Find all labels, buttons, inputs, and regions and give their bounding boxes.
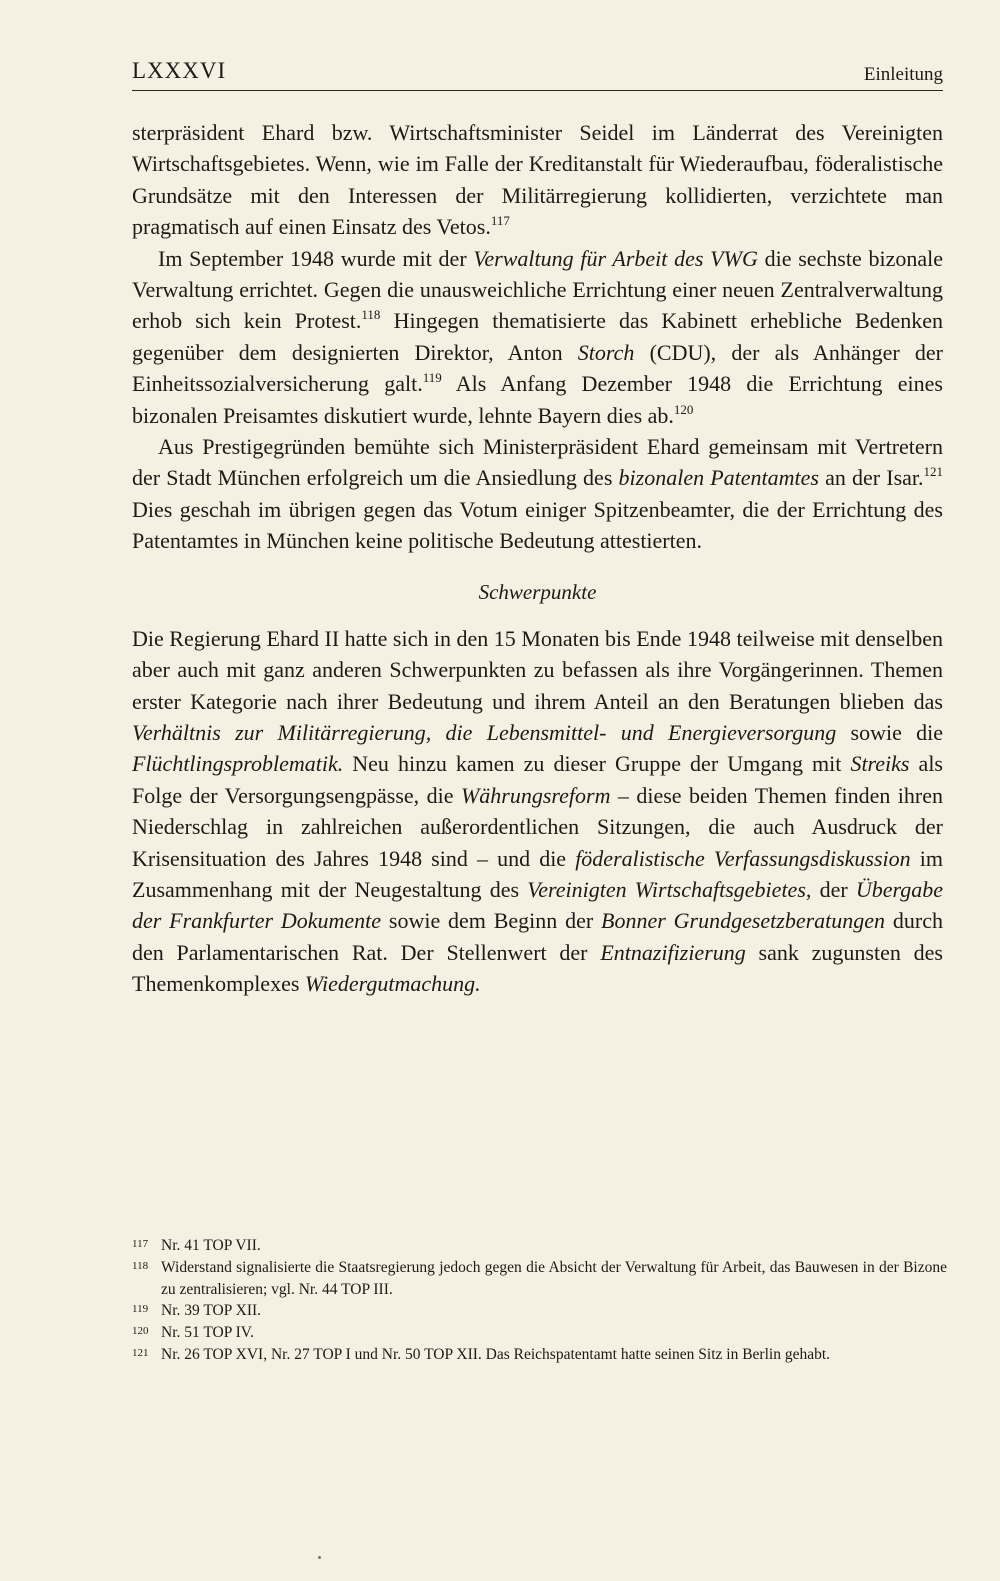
text-run: Hingegen thematisierte das Kabinett erhebliche Bedenken gegenüber dem designierten Direktor, Anton [132, 308, 943, 365]
footnote [132, 1344, 947, 1366]
emphasized-term: Übergabe der Frankfurter Dokumente [132, 876, 944, 934]
running-header [132, 52, 943, 91]
emphasized-term: Vereinigten Wirtschaftsgebietes, [527, 876, 812, 902]
text-run: Dies geschah im übrigen gegen das Votum einiger Spitzenbeamter, die der Errichtung des Patentamtes in München keine politische Bedeutung attestierten. [132, 496, 943, 554]
text-run: als Folge der Versorgungsengpässe, die [132, 751, 943, 808]
emphasized-term: Verhältnis zur Militärregierung, die Lebensmittel- und Energieversorgung [132, 719, 837, 745]
text-run: der [811, 876, 856, 902]
text-run: sowie dem Beginn der [381, 908, 602, 934]
paragraph [132, 431, 943, 557]
paragraph [132, 243, 943, 431]
section-heading: Schwerpunkte [478, 579, 597, 604]
section-title: Einleitung [863, 64, 943, 85]
text-run: sterpräsident Ehard bzw. Wirtschaftsminister Seidel im Länderrat des Vereinigten Wirtschaftsgebietes. Wenn, wie im Falle der Kreditanstalt für Wiederaufbau, föderalistische Grundsätze mit den Interessen der Militärregierung kollidierten, verzichtete man pragmatisch auf einen Einsatz des Vetos. [132, 120, 943, 240]
footnote-number: 119 [132, 1303, 149, 1316]
text-run: – diese beiden Themen finden ihren Niederschlag in zahlreichen außerordentlichen Sitzungen, die auch Ausdruck der Krisensituation des Jahres 1948 sind – und die [132, 782, 943, 871]
footnote-ref: 118 [361, 307, 381, 323]
emphasized-term: Bonner Grundgesetzberatungen [601, 908, 886, 934]
paragraph [132, 117, 943, 243]
footnote-ref: 120 [673, 401, 694, 417]
text-run: sowie die [836, 719, 944, 745]
emphasized-term: Storch [577, 339, 635, 365]
text-run: Neu hinzu kamen zu dieser Gruppe der Umgang mit [343, 751, 851, 777]
text-run: durch den Parlamentarischen Rat. Der Stellenwert der [132, 908, 943, 965]
emphasized-term: Entnazifizierung [600, 939, 746, 965]
footnote [132, 1235, 947, 1257]
footnote-ref: 121 [923, 464, 944, 480]
emphasized-term: Flüchtlingsproblematik. [132, 751, 344, 777]
emphasized-term: föderalistische Verfassungsdiskussion [575, 845, 911, 871]
footnote-text: Nr. 39 TOP XII. [161, 1302, 262, 1320]
emphasized-term: bizonalen Patentamtes [618, 465, 819, 491]
footnote [132, 1300, 947, 1322]
footnote [132, 1322, 947, 1344]
text-run: die sechste bizonale Verwaltung errichtet. Gegen die unausweichliche Errichtung einer neuen Zentralverwaltung erhob sich kein Protest. [132, 245, 943, 334]
text-run: sank zugunsten des Themenkomplexes [132, 939, 943, 997]
footnote-number: 121 [132, 1346, 149, 1359]
emphasized-term: Wiedergutmachung. [304, 971, 481, 997]
footnote-text: Widerstand signalisierte die Staatsregierung jedoch gegen die Absicht der Verwaltung für Arbeit, das Bauwesen in der Bizone zu zentralisieren; vgl. Nr. 44 TOP III. [161, 1258, 947, 1298]
paragraph [132, 623, 943, 1000]
footnote-text: Nr. 26 TOP XVI, Nr. 27 TOP I und Nr. 50 TOP XII. Das Reichspatentamt hatte seinen Sitz in Berlin gehabt. [161, 1345, 831, 1363]
emphasized-term: Streiks [850, 751, 910, 777]
text-run: (CDU), der als Anhänger der Einheitssozialversicherung galt. [132, 339, 943, 397]
footnote [132, 1257, 947, 1301]
text-run: Aus Prestigegründen bemühte sich Ministerpräsident Ehard gemeinsam mit Vertretern der Stadt München erfolgreich um die Ansiedlung des [132, 434, 943, 491]
footnote-number: 120 [132, 1325, 149, 1338]
paper-speck [318, 1556, 321, 1559]
footnote-text: Nr. 41 TOP VII. [161, 1237, 261, 1254]
emphasized-term: Verwaltung für Arbeit des VWG [473, 245, 758, 271]
emphasized-term: Währungsreform [460, 782, 611, 808]
footnotes [132, 1235, 947, 1366]
page-number: LXXXVI [132, 58, 227, 83]
text-run: an der Isar. [818, 465, 924, 491]
text-run: Die Regierung Ehard II hatte sich in den 15 Monaten bis Ende 1948 teilweise mit denselben aber auch mit ganz anderen Schwerpunkten zu befassen als ihre Vorgängerinnen. Themen erster Kategorie nach ihrer Bedeutung und ihrem Anteil an den Beratungen blieben das [132, 625, 943, 714]
footnote-text: Nr. 51 TOP IV. [161, 1324, 254, 1342]
text-run: Im September 1948 wurde mit der [158, 245, 474, 271]
body-text [132, 117, 943, 1000]
text-run: Als Anfang Dezember 1948 die Errichtung eines bizonalen Preisamtes diskutiert wurde, lehnte Bayern dies ab. [132, 371, 943, 428]
footnote-ref: 119 [422, 370, 442, 386]
footnote-number: 117 [132, 1238, 149, 1250]
footnote-number: 118 [132, 1259, 149, 1272]
footnote-ref: 117 [490, 213, 510, 229]
text-run: im Zusammenhang mit der Neugestaltung des [132, 845, 943, 902]
